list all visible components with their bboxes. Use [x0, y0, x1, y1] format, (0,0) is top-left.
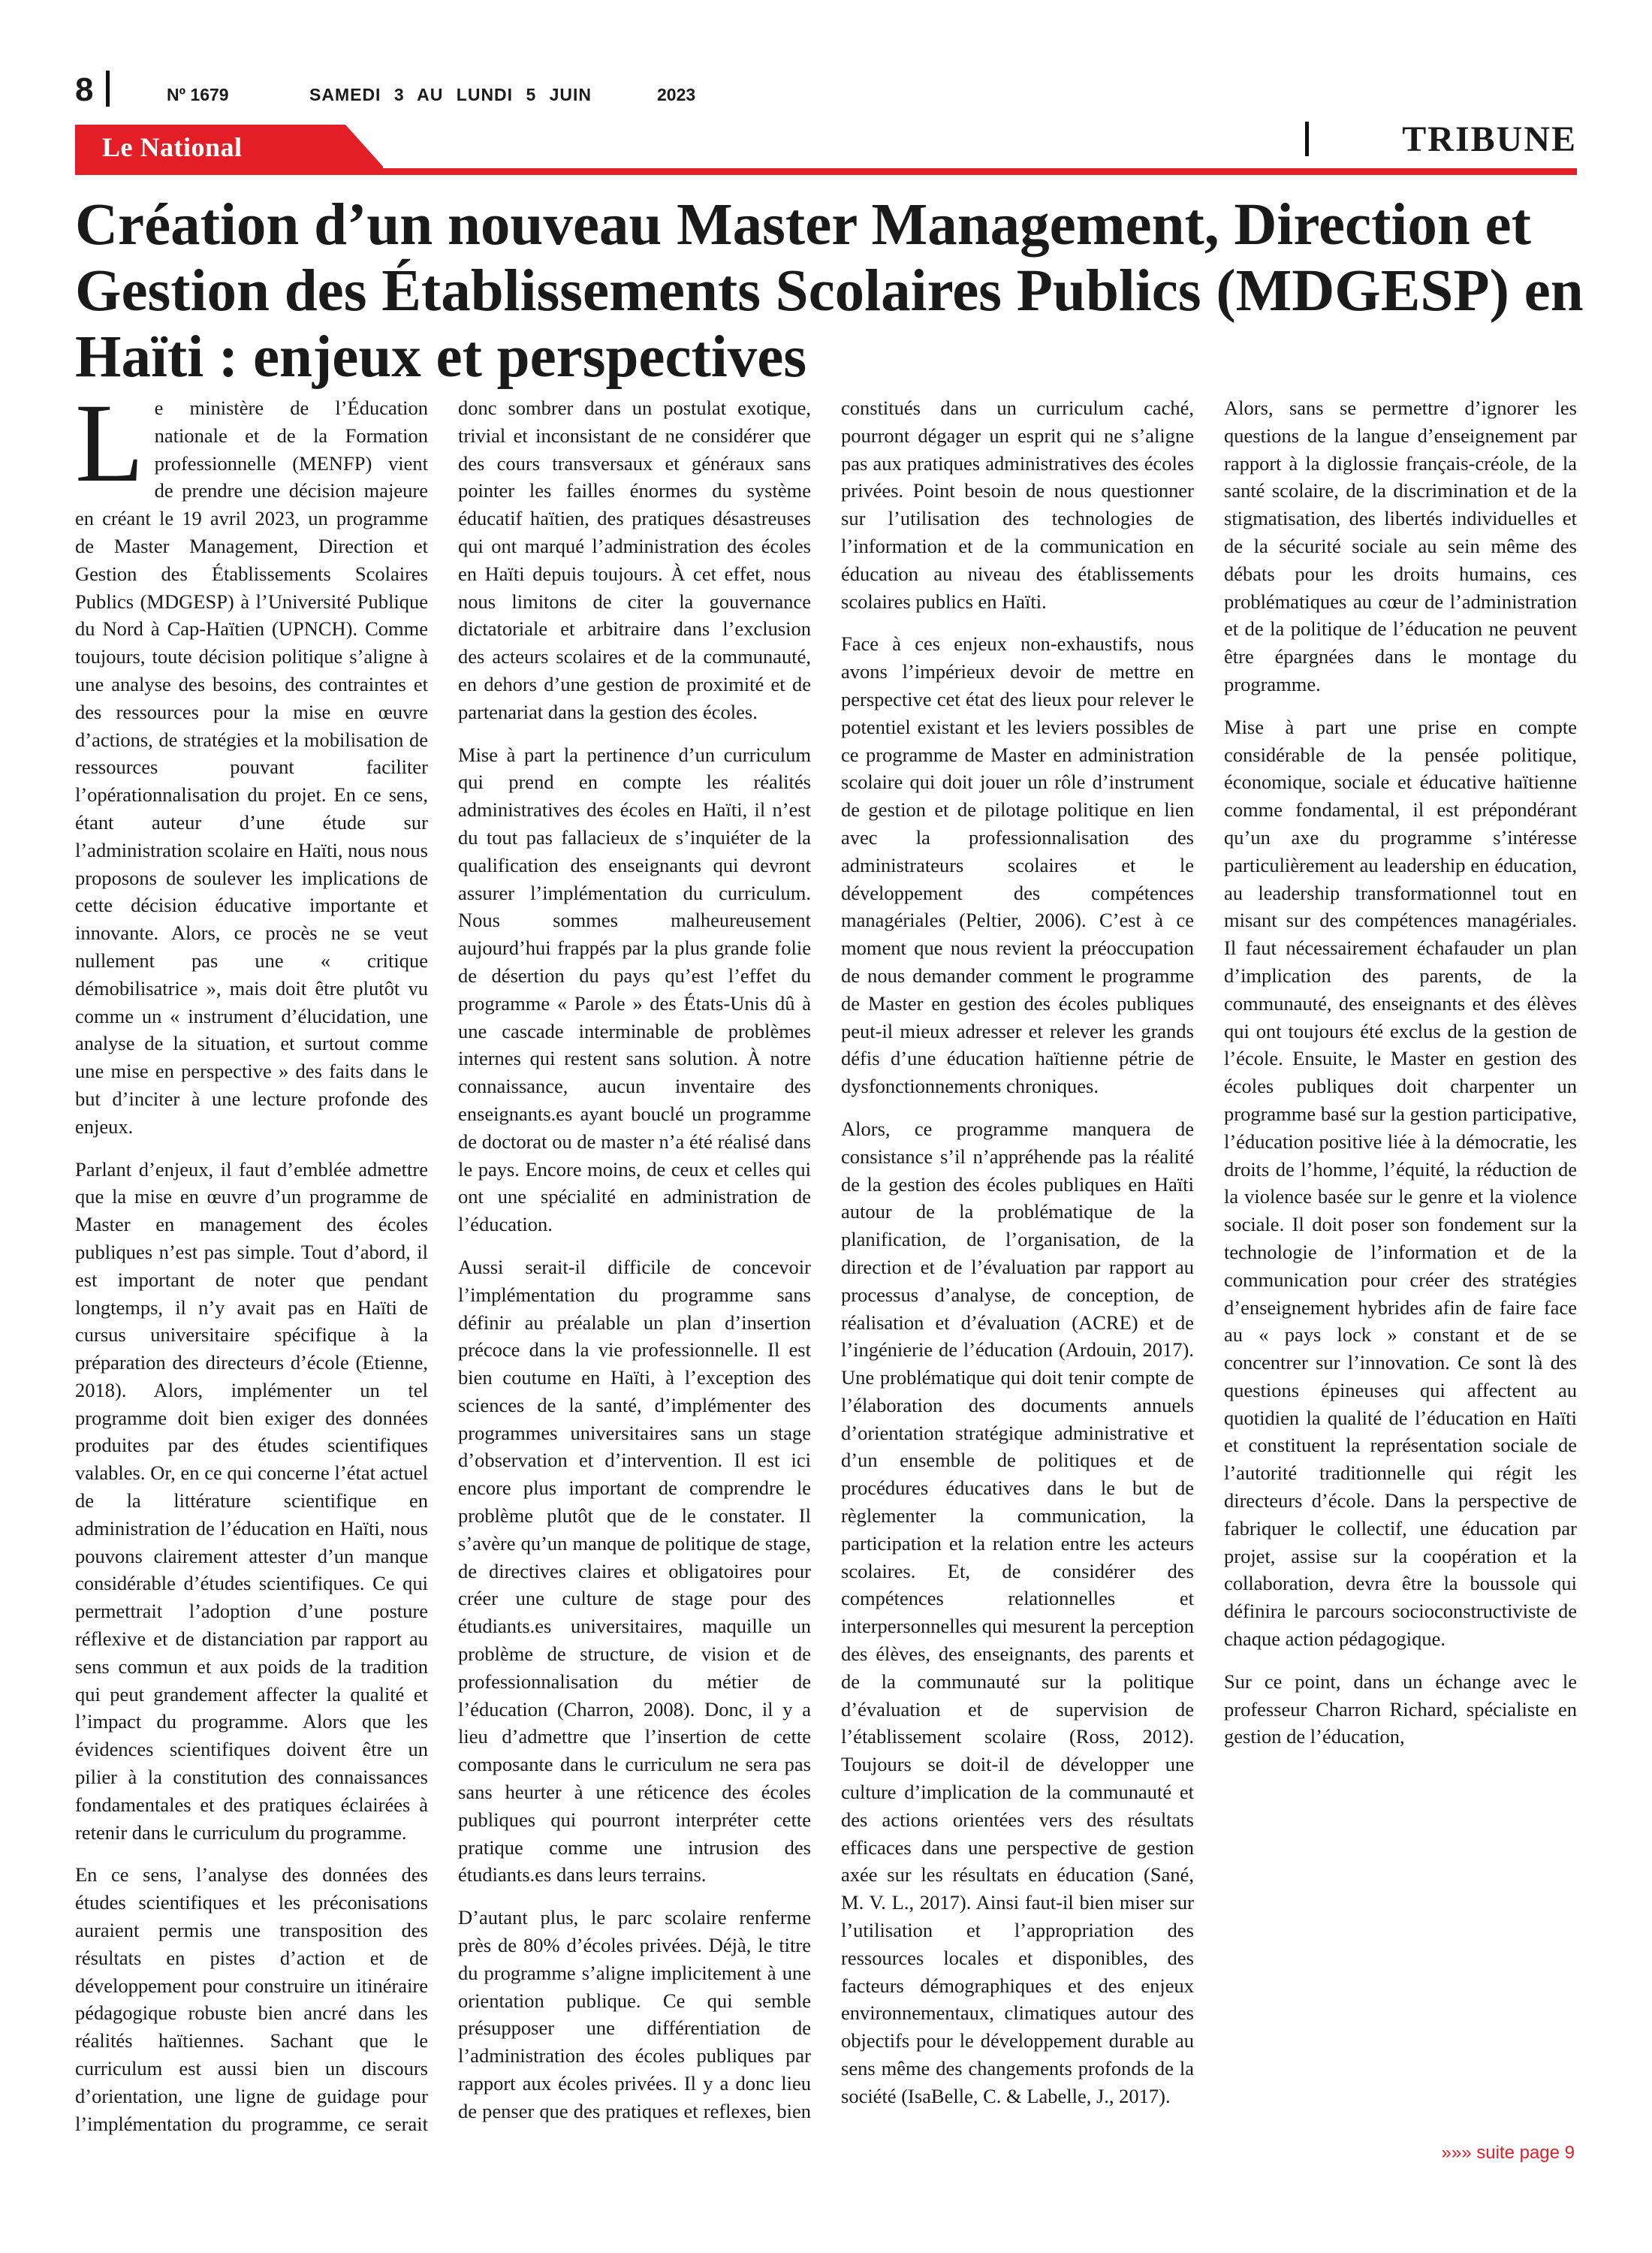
drop-cap: L	[75, 381, 144, 505]
continuation-link[interactable]: »»» suite page 9	[1441, 2143, 1575, 2163]
article-paragraph: Parlant d’enjeux, il faut d’emblée admettre que la mise en œuvre d’un programme de Master en management des écoles publiques n’est pas simple. Tout d’abord, il est important de noter que pendant longtemps, il n’y avait pas en Haïti de cursus universitaire spécifique à la préparation des directeurs d’école (Etienne, 2018). Alors, implémenter un tel programme doit bien exiger des données produites par des études scientifiques valables. Or, en ce qui concerne l’état actuel de la littérature scientifique en administration de l’éducation en Haïti, nous pouvons clairement attester d’un manque considérable d’études scientifiques. Ce qui permettrait l’adoption d’une posture réflexive et de distanciation par rapport au sens commun et aux poids de la tradition qui peut grandement affecter la qualité et l’impact du programme. Alors que les évidences scientifiques doivent être un pilier à la constitution des connaissances fondamentales et des pratiques éclairées à retenir dans le curriculum du programme.	[75, 1157, 428, 1844]
issue-year: 2023	[657, 85, 696, 104]
section-title: TRIBUNE	[1402, 119, 1577, 159]
page-number-divider	[106, 71, 110, 107]
issue-number: Nº 1679	[167, 85, 229, 104]
article-paragraph: Alors, sans se permettre d’ignorer les questions de la langue d’enseignement par rapport à la diglossie français-créole, de la santé scolaire, de la discrimination et de la stigmatisation, des libertés individuelles et de la sécurité sociale au sein même des débats pour les droits humains, ces problématiques au cœur de l’administration et de la politique de l’éducation ne peuvent être épargnées dans le montage du programme.	[1224, 397, 1577, 695]
article-paragraph: Le ministère de l’Éducation nationale et de la Formation professionnelle (MENFP) vient de prendre une décision majeure en créant le 19 avril 2023, un programme de Master Management, Direction et Gestion des Établissements Scolaires Publics (MDGESP) à l’Université Publique du Nord à Cap-Haïtien (UPNCH). Comme toujours, toute décision politique s’aligne à une analyse des besoins, des contraintes et des ressources pour la mise en œuvre d’actions, de stratégies et la mobilisation de ressources pouvant faciliter l’opérationnalisation du projet. En ce sens, étant auteur d’une étude sur l’administration scolaire en Haïti, nous nous proposons de soulever les implications de cette décision éducative importante et innovante. Alors, ce procès ne se veut nullement pas une « critique démobilisatrice », mais doit être plutôt vu comme un « instrument d’élucidation, une analyse de la situation, et surtout comme une mise en perspective » des faits dans le but d’inciter à une lecture profonde des enjeux.	[75, 381, 428, 1138]
header-rule	[75, 168, 1577, 175]
article-paragraph: En ce sens, l’analyse des données des études scientifiques et les préconisations auraient permis une transposition des résultats en pistes d’action et de développement pour construire un itinéraire pédagogique robuste bien ancré dans les réalités haïtiennes. Sachant que le curriculum est aussi bien un discours d’orientation, une ligne de guidage pour l’implémentation du programme, ce serait donc sombrer dans un postulat exotique, trivial et inconsistant de ne considérer que des cours transversaux et généraux sans pointer les failles énormes du système éducatif haïtien, des pratiques désastreuses qui ont marqué l’administration des écoles en Haïti depuis toujours. À cet effet, nous nous limitons de citer la gouvernance dictatoriale et arbitraire dans l’exclusion des acteurs scolaires et de la communauté, en dehors d’une gestion de proximité et de partenariat dans la gestion des écoles.	[75, 397, 811, 2135]
section-divider	[1305, 122, 1309, 156]
page-number: 8	[75, 71, 94, 108]
article-paragraph: Mise à part une prise en compte considérable de la pensée politique, économique, sociale et éducative haïtienne comme fondamental, il est prépondérant qu’un axe du programme s’intéresse particulièrement au leadership en éducation, au leadership transformationnel tout en misant sur des compétences managériales. Il faut nécessairement échafauder un plan d’implication des parents, de la communauté, des enseignants et des élèves qui ont toujours été exclus de la gestion de l’école. Ensuite, le Master en gestion des écoles publiques doit charpenter un programme basé sur la gestion participative, l’éducation positive liée à la démocratie, les droits de l’homme, l’équité, la réduction de la violence basée sur le genre et la violence sociale. Il doit poser son fondement sur la technologie de l’information et de la communication pour créer des stratégies d’enseignement hybrides afin de faire face au « pays lock » constant et de se concentrer sur l’innovation. Ce sont là des questions épineuses qui affectent au quotidien la qualité de l’éducation en Haïti et constituent la représentation sociale de l’autorité traditionnelle qui régit les directeurs d’école. Dans la perspective de fabriquer le collectif, une éducation par projet, assise sur la coopération et la collaboration, devra être la boussole qui définira le parcours socioconstructiviste de chaque action pédagogique.	[1224, 715, 1577, 1651]
article-paragraph: Alors, ce programme manquera de consistance s’il n’appréhende pas la réalité de la gestion des écoles publiques en Haïti autour de la problématique de la planification, de l’organisation, de la direction et de l’évaluation par rapport au processus d’analyse, de conception, de réalisation et d’évaluation (ACRE) et de l’ingénierie de l’éducation (Ardouin, 2017). Une problématique qui doit tenir compte de l’élaboration des documents annuels d’orientation stratégique administrative et d’un ensemble de politiques et de procédures éducatives dans le but de règlementer la communication, la participation et la relation entre les acteurs scolaires. Et, de considérer des compétences relationnelles et interpersonnelles qui mesurent la perception des élèves, des enseignants, des parents et de la communauté sur la politique d’évaluation et de supervision de l’établissement scolaire (Ross, 2012). Toujours se doit-il de développer une culture d’implication de la communauté et des actions orientées vers des résultats efficaces dans une perspective de gestion axée sur les résultats en éducation (Sané, M. V. L., 2017). Ainsi faut-il bien miser sur l’utilisation et l’appropriation des ressources locales et disponibles, des facteurs démographiques et des enjeux environnementaux, climatiques autour des objectifs pour le développement durable au sens même des changements profonds de la société (IsaBelle, C. & Labelle, J., 2017).	[841, 1117, 1194, 2107]
article-paragraph: Sur ce point, dans un échange avec le professeur Charron Richard, spécialiste en gestion de l’éducation,	[1224, 1669, 1577, 1748]
article-paragraph: D’autant plus, le parc scolaire renferme près de 80% d’écoles privées. Déjà, le titre du programme s’aligne implicitement à une orientation publique. Ce qui semble présupposer une différentiation de l’administration des écoles publiques par rapport aux écoles privées. Il y a donc lieu de penser que des pratiques et reflexes, bien constitués dans un curriculum caché, pourront dégager un esprit qui ne s’aligne pas aux pratiques administratives des écoles privées. Point besoin de nous questionner sur l’utilisation des technologies de l’information et de la communication en éducation au niveau des établissements scolaires publics en Haïti.	[458, 397, 1194, 2122]
article-body	[75, 381, 1577, 2144]
issue-date: SAMEDI 3 AU LUNDI 5 JUIN	[309, 85, 592, 104]
article-paragraph: Aussi serait-il difficile de concevoir l’implémentation du programme sans définir au préalable un plan d’insertion précoce dans la vie professionnelle. Il est bien coutume en Haïti, à l’exception des sciences de la santé, d’implémenter des programmes universitaires sans un stage d’observation et d’intervention. Il est ici encore plus important de comprendre le problème plutôt que de le constater. Il s’avère qu’un manque de politique de stage, de directives claires et obligatoires pour créer une culture de stage pour des étudiants.es universitaires, maquille un problème de structure, de vision et de professionnalisation du métier de l’éducation (Charron, 2008). Donc, il y a lieu d’admettre que l’insertion de cette composante dans le curriculum ne sera pas sans heurter à une réticence des écoles publiques qui pourront interpréter cette pratique comme une intrusion des étudiants.es dans leurs terrains.	[458, 1255, 811, 1887]
article-paragraph: Mise à part la pertinence d’un curriculum qui prend en compte les réalités administratives des écoles en Haïti, il n’est du tout pas fallacieux de s’inquiéter de la qualification des enseignants qui devront assurer l’implémentation du curriculum. Nous sommes malheureusement aujourd’hui frappés par la plus grande folie de désertion du pays qu’est l’effet du programme « Parole » des États-Unis dû à une cascade interminable de problèmes internes qui restent sans solution. À notre connaissance, aucun inventaire des enseignants.es ayant bouclé un programme de doctorat ou de master n’a été réalisé dans le pays. Encore moins, de ceux et celles qui ont une spécialité en administration de l’éducation.	[458, 743, 811, 1236]
brand-name: Le National	[102, 132, 243, 162]
article-paragraph: Face à ces enjeux non-exhaustifs, nous avons l’impérieux devoir de mettre en perspective cet état des lieux pour relever le potentiel existant et les leviers possibles de ce programme de Master en administration scolaire qui doit jouer un rôle d’instrument de gestion et de pilotage politique en lien avec la professionnalisation des administrateurs scolaires et le développement des compétences managériales (Peltier, 2006). C’est à ce moment que nous revient la préoccupation de nous demander comment le programme de Master en gestion des écoles publiques peut-il mieux adresser et relever les grands défis d’une éducation haïtienne pétrie de dysfonctionnements chroniques.	[841, 632, 1194, 1098]
article-headline: Création d’un nouveau Master Management, Direction et Gestion des Établissements Scolaires Publics (MDGESP) en Haïti : enjeux et perspectives	[75, 192, 1584, 390]
